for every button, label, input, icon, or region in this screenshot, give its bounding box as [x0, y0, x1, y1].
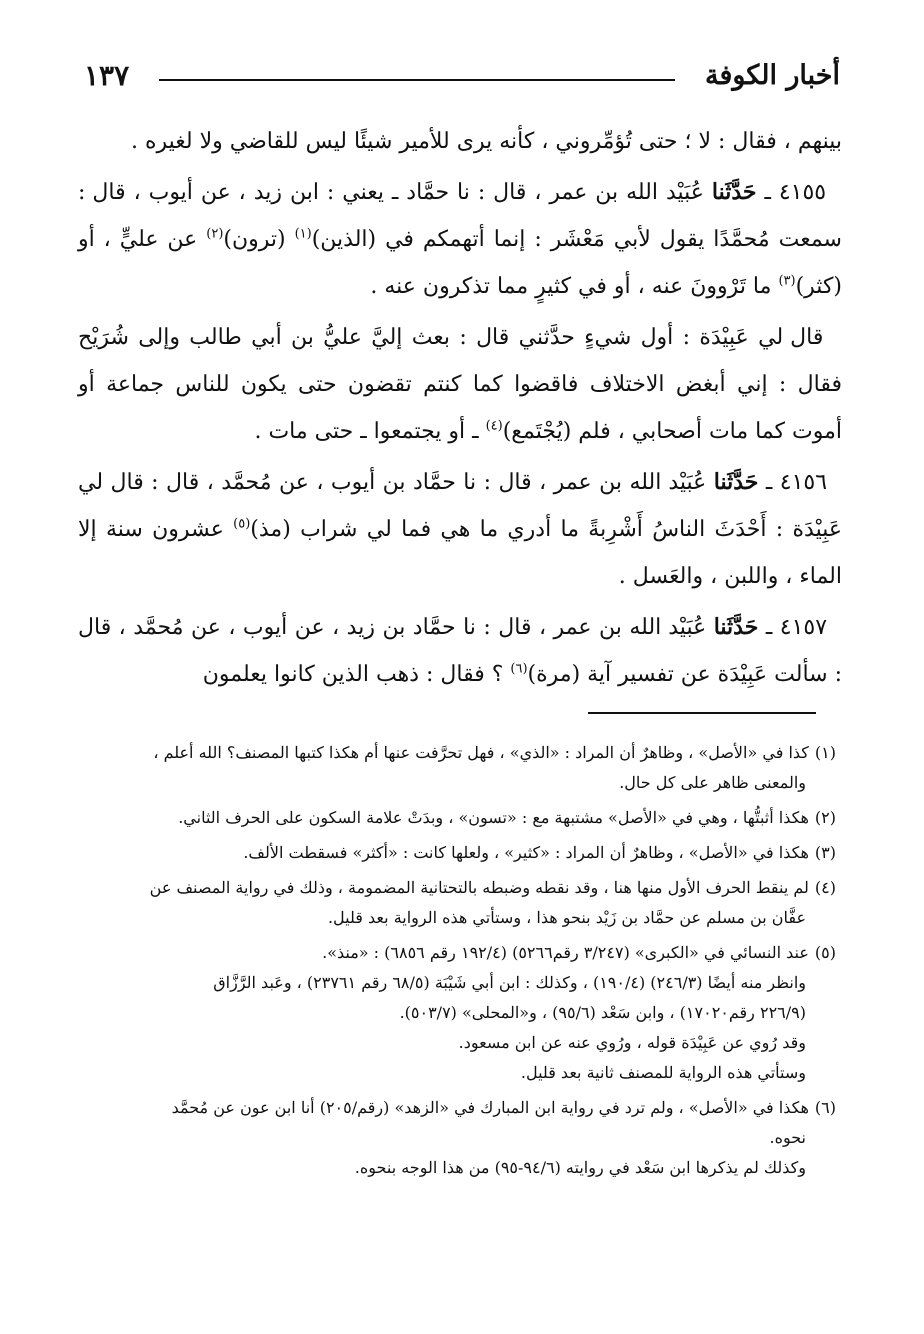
hadith-number: ٤١٥٦: [779, 470, 828, 495]
footnote-line: وقد رُوي عن عَبِيْدَة قوله ، ورُوي عنه عن ابن مسعود.: [458, 1033, 806, 1052]
hadith-number: ٤١٥٧: [779, 615, 828, 640]
footnote-ref-6[interactable]: (٦): [510, 661, 528, 677]
footnote-line: والمعنى ظاهر على كل حال.: [619, 773, 806, 792]
page-number: ١٣٧: [84, 58, 130, 92]
footnote-ref-3[interactable]: (٣): [778, 273, 796, 289]
footnote-ref-1[interactable]: (١): [294, 226, 312, 242]
footnote-number: (١): [814, 743, 836, 762]
hadith-number: ٤١٥٥: [778, 180, 827, 205]
footnote-line: نحوه.: [769, 1128, 806, 1147]
haddathana-word: حَدَّثَنا: [713, 469, 759, 495]
dash: ـ: [764, 180, 771, 205]
matn-text: ما تَرْوونَ عنه ، أو في كثيرٍ مما تذكرون عنه .: [370, 274, 772, 299]
running-title: أخبار الكوفة: [705, 59, 840, 91]
footnote-number: (٤): [814, 878, 836, 897]
isnad-text: عُبَيْد الله بن عمر ، قال : نا حمَّاد ـ يعني : ابن زيد ، عن أيوب ،: [133, 180, 704, 205]
footnote-6: [78, 1093, 836, 1183]
hadith-4155: [78, 169, 842, 310]
footnote-line: وانظر منه أيضًا (٢٤٦/٣) (١٩٠/٤) ، وكذلك : ابن أبي شَيْبَة (٦٨/٥ رقم ٢٣٧٦١) ، وعَبد الرَّزَّاق: [213, 973, 806, 992]
dash: ـ: [765, 615, 773, 640]
isnad-text: عُبَيْد الله بن عمر ، قال : نا حمَّاد بن زيد ، عن أيوب ، عن مُحمَّد ، قال : سألت عَبِيْدَة عن تفسير آية (مرة): [78, 615, 842, 687]
footnote-ref-5[interactable]: (٥): [233, 516, 251, 532]
matn-text: عشرون سنة إلا الماء ، واللبن ، والعَسل .: [78, 517, 842, 589]
footnote-number: (٣): [814, 843, 836, 862]
matn-text: قال : سمعت مُحمَّدًا يقول لأبي مَعْشَر : إنما أتهمكم في (الذين): [78, 180, 842, 252]
footnote-line: هكذا في «الأصل» ، ولم ترد في رواية ابن المبارك في «الزهد» (رقم/٢٠٥) أنا ابن عون عن مُحمَّد: [171, 1098, 809, 1117]
main-text: [78, 118, 842, 698]
footnote-line: وستأتي هذه الرواية للمصنف ثانية بعد قليل.: [520, 1063, 806, 1082]
footnote-number: (٢): [814, 808, 836, 827]
footnote-3: [78, 838, 836, 868]
footnote-line: عند النسائي في «الكبرى» (٣/٢٤٧ رقم٥٢٦٦) (١٩٢/٤ رقم ٦٨٥٦) : «منذ».: [322, 943, 809, 962]
hadith-4157: [78, 604, 842, 698]
footnote-4: [78, 873, 836, 933]
footnote-separator: [588, 712, 816, 714]
footnotes: [78, 738, 836, 1188]
paragraph-opening: بينهم ، فقال : لا ؛ حتى تُؤمِّروني ، كأنه يرى للأمير شيئًا ليس للقاضي ولا لغيره .: [130, 129, 842, 154]
ubayda-paragraph: [78, 314, 842, 455]
haddathana-word: حَدَّثَنا: [711, 179, 757, 205]
footnote-line: كذا في «الأصل» ، وظاهرٌ أن المراد : «الذي» ، فهل تحرَّفت عنها أم هكذا كتبها المصنف؟ الله أعلم ،: [153, 743, 809, 762]
hadith-4156: [78, 459, 842, 600]
matn-text: ؟ فقال : ذهب الذين كانوا يعلمون: [202, 662, 504, 687]
footnote-1: [78, 738, 836, 798]
footnote-number: (٦): [814, 1098, 836, 1117]
footnote-line: (٢٢٦/٩ رقم١٧٠٢٠) ، وابن سَعْد (٩٥/٦) ، و«المحلى» (٥٠٣/٧).: [399, 1003, 806, 1022]
footnote-line: هكذا في «الأصل» ، وظاهرٌ أن المراد : «كثير» ، ولعلها كانت : «أكثر» فسقطت الألف.: [243, 843, 809, 862]
footnote-2: [78, 803, 836, 833]
dash: ـ: [765, 470, 773, 495]
footnote-5: [78, 938, 836, 1088]
footnote-line: عفَّان بن مسلم عن حمَّاد بن زَيْد بنحو هذا ، وستأتي هذه الرواية بعد قليل.: [327, 908, 806, 927]
footnote-ref-4[interactable]: (٤): [485, 418, 503, 434]
isnad-text: عُبَيْد الله بن عمر ، قال : نا حمَّاد بن أيوب ، عن مُحمَّد ، قال : قال لي عَبِيْدَة : أَحْدَثَ الناسُ أَشْرِبةً ما أدري ما هي فما لي شراب (مذ): [78, 470, 843, 542]
footnote-line: هكذا أثبتُّها ، وهي في «الأصل» مشتبهة مع : «تسون» ، وبدَتْ علامة السكون على الحرف الثاني.: [178, 808, 809, 827]
haddathana-word: حَدَّثَنا: [713, 614, 759, 640]
narration-text: قال لي عَبِيْدَة : أول شيءٍ حدَّثني قال : بعث إليَّ عليُّ بن أبي طالب وإلى شُرَيْح فقال : إني أبغض الاختلاف فاقضوا كما كنتم تقضون حتى يكون للناس جماعة أو أموت كما مات أصحابي ، فلم (يُجْتَمع): [78, 325, 842, 444]
footnote-line: لم ينقط الحرف الأول منها هنا ، وقد نقطه وضبطه بالتحتانية المضمومة ، وذلك في رواية المصنف عن: [149, 878, 809, 897]
footnote-ref-2[interactable]: (٢): [206, 226, 224, 242]
matn-text: عن عليٍّ ، أو (كثر): [78, 227, 842, 299]
header-rule: [159, 79, 675, 81]
footnote-line: وكذلك لم يذكرها ابن سَعْد في روايته (٩٤/٦-٩٥) من هذا الوجه بنحوه.: [354, 1158, 806, 1177]
narration-text: ـ أو يجتمعوا ـ حتى مات .: [254, 419, 479, 444]
footnote-number: (٥): [814, 943, 836, 962]
page-header: [84, 50, 840, 100]
matn-text: (ترون): [223, 227, 286, 252]
